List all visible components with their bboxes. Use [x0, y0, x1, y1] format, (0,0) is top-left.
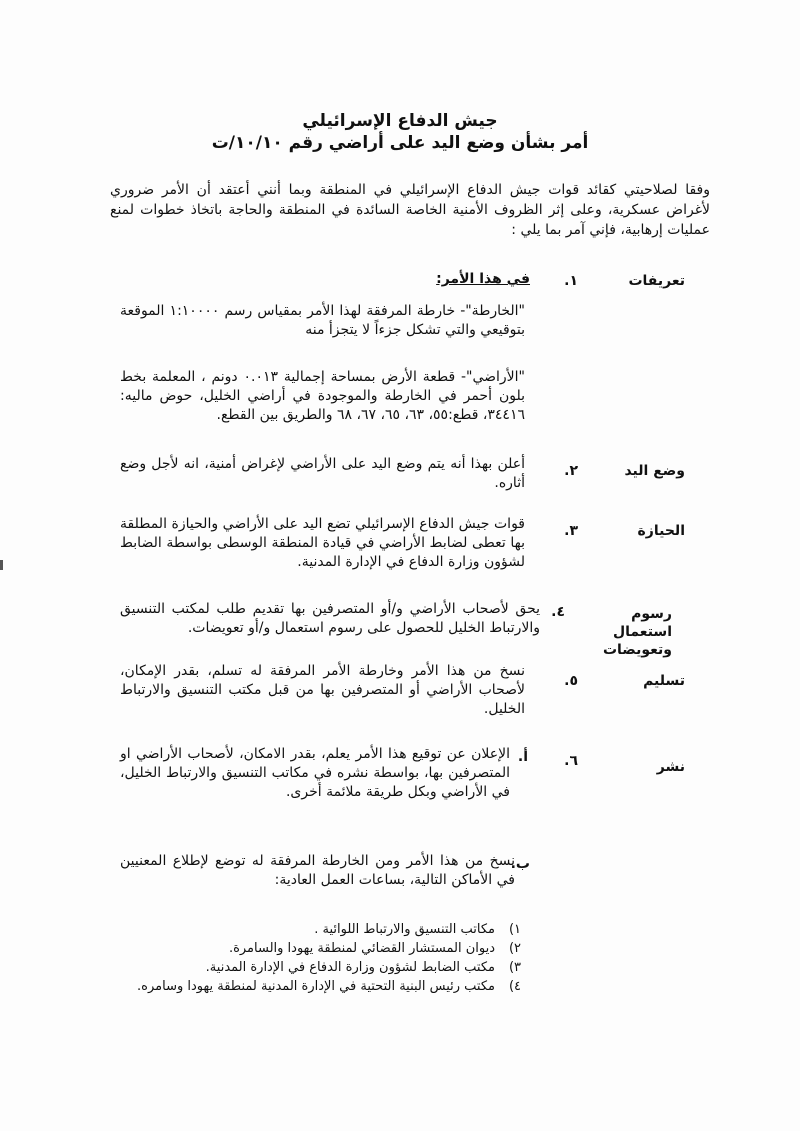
section-3-text: قوات جيش الدفاع الإسرائيلي تضع اليد على الأراضي والحيازة المطلقة بها تعطى لضابط الأراضي في قيادة المنطقة الوسطى بواسطة الضابط لشؤون وزارة الدفاع في الإدارة المدنية. — [120, 516, 525, 570]
section-4-number: ٤. — [551, 604, 565, 620]
section-6a-marker: أ. — [517, 749, 528, 765]
section-5-text: نسخ من هذا الأمر وخارطة الأمر المرفقة له تسلم، بقدر الإمكان، لأصحاب الأراضي أو المتصرفين بها من قبل مكتب التنسيق والارتباط الخليل. — [120, 663, 525, 717]
section-2-number: ٢. — [564, 463, 578, 479]
list-item-text: مكتب رئيس البنية التحتية في الإدارة المدنية لمنطقة يهودا وسامره. — [137, 979, 495, 994]
list-item-number: ٢) — [508, 941, 522, 956]
section-3-number: ٣. — [564, 523, 578, 539]
section-1-heading: في هذا الأمر: — [436, 271, 530, 287]
section-5-label: تسليم — [643, 673, 685, 689]
list-item-text: ديوان المستشار القضائي لمنطقة يهودا والسامرة. — [228, 941, 495, 956]
section-6b-marker: ب. — [510, 856, 530, 872]
list-item-text: مكتب الضابط لشؤون وزارة الدفاع في الإدارة المدنية. — [205, 960, 495, 975]
section-4-label: رسوم استعمال وتعويضات — [602, 606, 672, 658]
list-item — [314, 922, 525, 938]
document-title: جيش الدفاع الإسرائيلي — [302, 111, 498, 131]
list-item — [115, 979, 525, 995]
intro-paragraph: وفقا لصلاحيتي كقائد قوات جيش الدفاع الإسرائيلي في المنطقة وبما أنني أعتقد أن الأمر ضروري لأغراض عسكرية، وعلى إثر الظروف الأمنية الخاصة السائدة في المنطقة والحاجة باتخاذ خطوات لمنع عمليات إرهابية، فإني آمر بما يلي : — [110, 182, 710, 238]
list-item-number: ٣) — [508, 960, 522, 975]
section-3-label: الحيازة — [637, 523, 685, 539]
section-2-text: أعلن بهذا أنه يتم وضع اليد على الأراضي لإغراض أمنية، انه لأجل وضع أثاره. — [120, 456, 525, 491]
section-1-number: ١. — [564, 273, 578, 289]
section-5-number: ٥. — [564, 673, 578, 689]
list-item-text: مكاتب التنسيق والارتباط اللوائية . — [314, 922, 495, 937]
section-2-label: وضع اليد — [624, 463, 685, 479]
list-item-number: ١) — [508, 922, 522, 937]
section-1-label: تعريفات — [628, 273, 685, 289]
section-6b-text: نسخ من هذا الأمر ومن الخارطة المرفقة له توضع لإطلاع المعنيين في الأماكن التالية، بساعات العمل العادية: — [120, 853, 515, 888]
list-item-number: ٤) — [508, 979, 522, 994]
list-item — [229, 941, 525, 957]
document-subtitle: أمر بشأن وضع اليد على أراضي رقم ١٠/١٠/ت — [211, 133, 589, 153]
section-6-number: ٦. — [564, 753, 578, 769]
scan-artifact — [0, 560, 3, 570]
list-item — [206, 960, 525, 976]
definition-lands: "الأراضي"- قطعة الأرض بمساحة إجمالية ٠.٠١٣ دونم ، المعلمة بخط بلون أحمر في الخارطة والموجودة في أراضي الخليل، حوض ماليه: ٣٤٤١٦، قطع:٥٥، ٦٣، ٦٥، ٦٧، ٦٨ والطريق بين القطع. — [120, 369, 525, 423]
definition-map: "الخارطة"- خارطة المرفقة لهذا الأمر بمقياس رسم ١:١٠٠٠٠ الموقعة بتوقيعي والتي تشكل جزءاً لا يتجزأ منه — [120, 303, 525, 338]
section-6a-text: الإعلان عن توقيع هذا الأمر يعلم، بقدر الامكان، لأصحاب الأراضي او المتصرفين بها، بواسطة نشره في مكاتب التنسيق والارتباط الخليل، في الأراضي وبكل طريقة ملائمة أخرى. — [120, 746, 510, 800]
section-6-label: نشر — [656, 759, 685, 775]
section-4-text: يحق لأصحاب الأراضي و/أو المتصرفين بها تقديم طلب لمكتب التنسيق والارتباط الخليل للحصول على رسوم استعمال و/أو تعويضات. — [120, 601, 540, 636]
